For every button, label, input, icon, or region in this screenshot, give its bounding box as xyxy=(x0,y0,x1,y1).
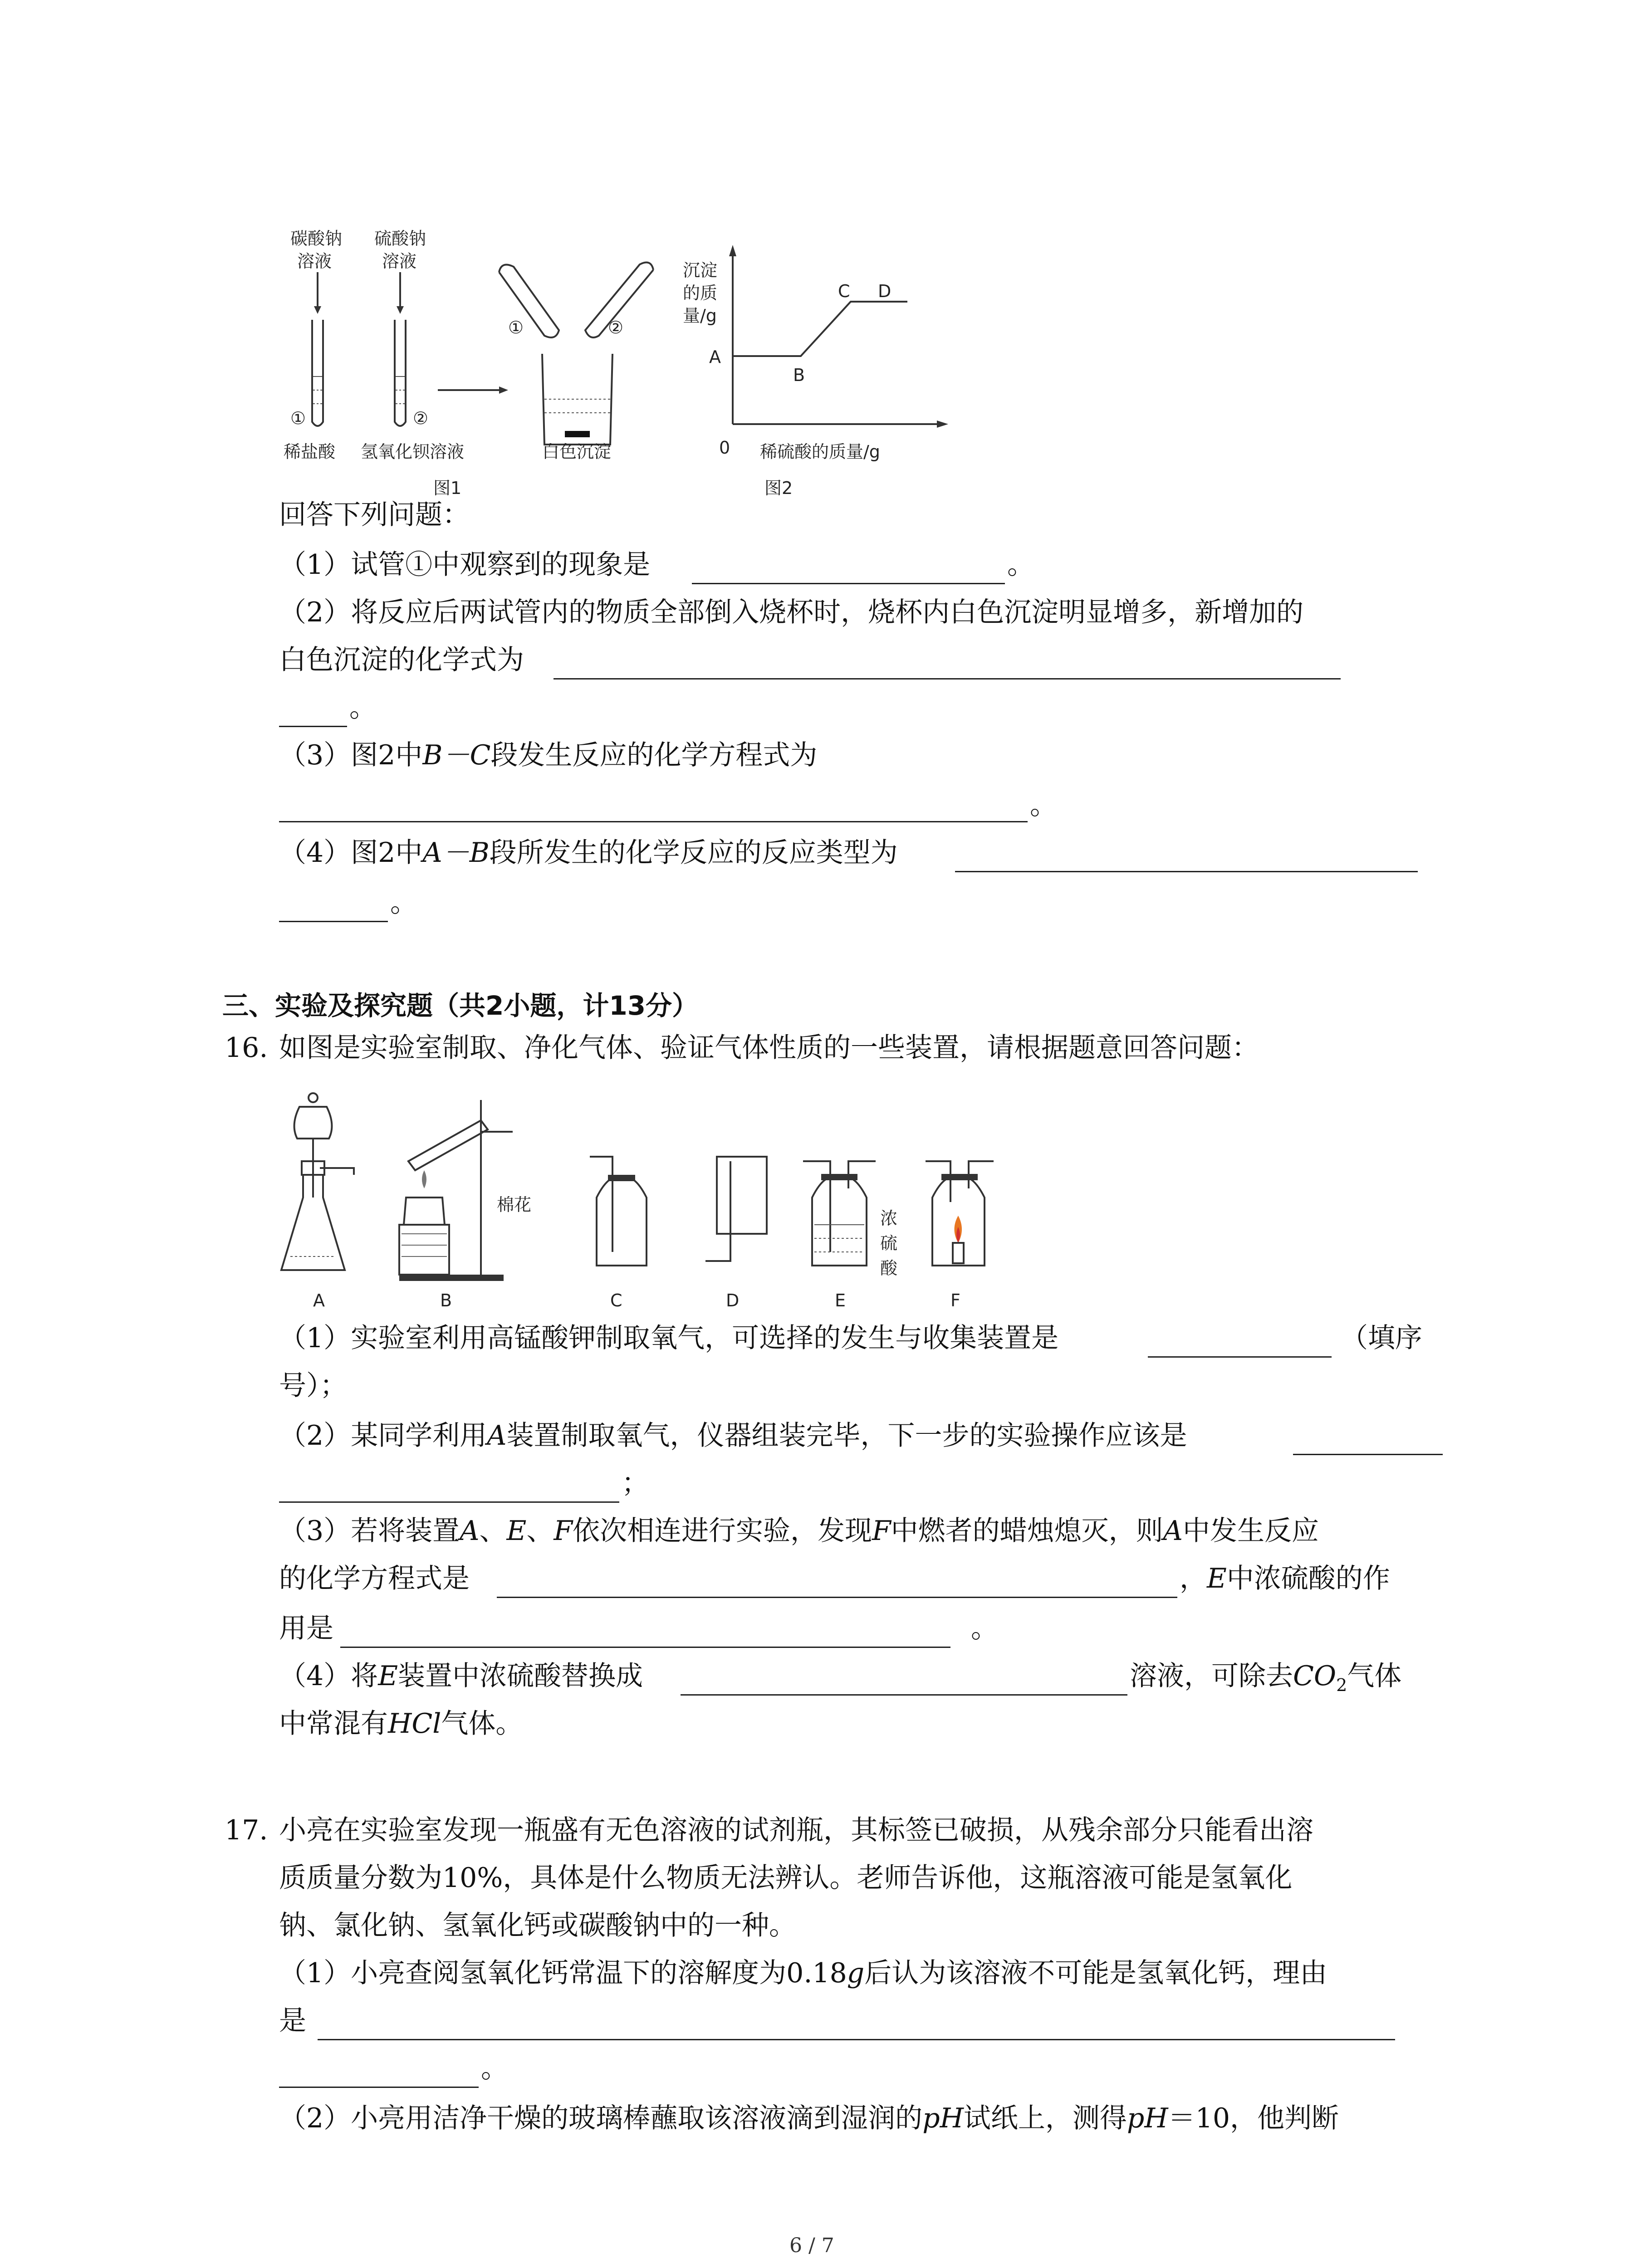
fig2-ylabel-2: 的质 xyxy=(683,283,718,303)
q17-p1-answer-blank[interactable] xyxy=(318,2039,1395,2040)
apparatus-f xyxy=(926,1161,994,1266)
q16-cotton-label: 棉花 xyxy=(497,1195,532,1215)
q16-p3-b: 依次相连进行实验，发现 xyxy=(572,1515,872,1547)
q17-line3: 钠、氯化钠、氢氧化钙或碳酸钠中的一种。 xyxy=(279,1910,796,1941)
q16-p4-line2-b: 气体。 xyxy=(441,1708,523,1740)
q15-p3-prefix: （3）图2中 xyxy=(279,739,423,771)
q16-p4-line2 xyxy=(279,1708,523,1740)
q17-p2-a: （2）小亮用洁净干燥的玻璃棒蘸取该溶液滴到湿润的 xyxy=(279,2102,923,2134)
q16-p4-prefix: （4）将 xyxy=(279,1660,378,1692)
fig2-ylabel-1: 沉淀 xyxy=(683,260,718,280)
q16-p4-answer-blank[interactable] xyxy=(681,1694,1127,1696)
apparatus-e xyxy=(803,1161,876,1266)
fig1-label-sodium-carbonate: 碳酸钠 xyxy=(290,229,343,249)
q15-p4-suffix: 段所发生的化学反应的反应类型为 xyxy=(489,837,898,869)
q16-p4-line2-a: 中常混有 xyxy=(279,1708,388,1740)
q16-acid-label-2: 硫 xyxy=(880,1233,898,1253)
fig1-tube1-content: 稀盐酸 xyxy=(284,442,336,462)
fig1-pour2-marker: ② xyxy=(608,318,624,337)
q16-p3-line3: 用是 xyxy=(279,1613,333,1644)
q15-p2-end: 。 xyxy=(349,692,377,723)
q16-intro: 如图是实验室制取、净化气体、验证气体性质的一些装置，请根据题意回答问题： xyxy=(279,1032,1259,1064)
q16-p4-co2-sub: 2 xyxy=(1336,1675,1347,1695)
q15-p4-var: A－B xyxy=(422,837,490,869)
fig1-pour1-marker: ① xyxy=(508,318,524,337)
q17-p1-a: （1）小亮查阅氢氧化钙常温下的溶解度为0.18 xyxy=(279,1957,847,1989)
q17-p2-c: ＝10，他判断 xyxy=(1168,2102,1339,2134)
q15-p1-text: （1）试管①中观察到的现象是 xyxy=(279,549,651,581)
q16-p4-line1-a xyxy=(279,1662,643,1690)
page-number: 6 / 7 xyxy=(789,2234,834,2257)
q17-p2-line xyxy=(279,2102,1339,2134)
q16-p3-a: （3）若将装置 xyxy=(279,1515,460,1547)
q16-p3-var5: A xyxy=(1163,1515,1183,1547)
q17-line2: 质质量分数为10%，具体是什么物质无法辨认。老师告诉他，这瓶溶液可能是氢氧化 xyxy=(279,1862,1293,1894)
q15-p2-line2: 白色沉淀的化学式为 xyxy=(279,644,524,676)
q17-p1-end: 。 xyxy=(481,2053,508,2084)
q16-p3-answer-blank-2[interactable] xyxy=(340,1647,950,1648)
q15-intro: 回答下列问题： xyxy=(279,499,470,531)
fig2-point-a: A xyxy=(709,347,721,367)
q16-p3-line2-tail xyxy=(1180,1565,1390,1592)
q15-p3-end: 。 xyxy=(1030,789,1057,821)
q17-p1-g: g xyxy=(847,1957,865,1989)
q16-p2-prefix: （2）某同学利用 xyxy=(279,1420,487,1452)
q16-acid-label-3: 酸 xyxy=(880,1258,898,1278)
q16-p3-line2-tail-text: 中浓硫酸的作 xyxy=(1226,1563,1390,1594)
q16-label-f: F xyxy=(950,1290,960,1310)
q16-p1-text: （1）实验室利用高锰酸钾制取氧气，可选择的发生与收集装置是 xyxy=(279,1322,1059,1354)
fig1-tube2-marker: ② xyxy=(413,408,429,428)
q16-p3-c: 中燃者的蜡烛熄灭，则 xyxy=(891,1515,1163,1547)
q16-p3-comma: ， xyxy=(1180,1563,1207,1594)
q16-p3-var2: E xyxy=(506,1515,527,1547)
q17-p2-ph2: pH xyxy=(1127,2102,1168,2134)
q17-p1-line2: 是 xyxy=(279,2005,306,2037)
q16-p4-tail2: 气体 xyxy=(1347,1660,1402,1692)
fig1-tube2-content: 氢氧化钡溶液 xyxy=(361,442,465,462)
fig1-label-sodium-sulfate: 硫酸钠 xyxy=(374,229,426,249)
q16-p3-line1 xyxy=(279,1517,1319,1545)
q16-p3-d: 中发生反应 xyxy=(1182,1515,1319,1547)
q16-p3-answer-blank-1[interactable] xyxy=(497,1597,1177,1598)
q16-p3-end: 。 xyxy=(971,1613,998,1644)
fig1-label-sodium-carbonate-2: 溶液 xyxy=(297,251,332,271)
q16-p3-var3: F xyxy=(554,1515,573,1547)
q15-p4-prefix: （4）图2中 xyxy=(279,837,423,869)
fig2-point-c: C xyxy=(838,281,850,301)
q16-label-e: E xyxy=(835,1290,846,1310)
q16-p4-var: E xyxy=(378,1660,398,1692)
q15-p2-line1: （2）将反应后两试管内的物质全部倒入烧杯时，烧杯内白色沉淀明显增多，新增加的 xyxy=(279,596,1304,628)
q16-label-b: B xyxy=(440,1290,452,1310)
q16-p4-mid: 装置中浓硫酸替换成 xyxy=(398,1660,643,1692)
fig2-ylabel-3: 量/g xyxy=(683,306,717,326)
q16-label-c: C xyxy=(610,1290,622,1310)
q16-p2-end: ； xyxy=(622,1467,649,1499)
q16-p2-var: A xyxy=(487,1420,507,1452)
q16-p4-tail1: 溶液，可除去 xyxy=(1130,1660,1293,1692)
fig2-point-b: B xyxy=(793,365,805,385)
q17-p1-b: 后认为该溶液不可能是氢氧化钙，理由 xyxy=(864,1957,1327,1989)
fig1-tube1-marker: ① xyxy=(290,408,306,428)
q16-p1-tail: （填序 xyxy=(1341,1322,1422,1354)
fig2-point-d: D xyxy=(878,281,892,301)
q15-p4-end: 。 xyxy=(390,887,417,919)
q16-p3-var6: E xyxy=(1207,1563,1227,1594)
q17-p1-answer-blank-cont[interactable] xyxy=(279,2087,479,2088)
q16-p3-var1: A xyxy=(460,1515,480,1547)
q17-line1: 小亮在实验室发现一瓶盛有无色溶液的试剂瓶，其标签已破损，从残余部分只能看出溶 xyxy=(279,1814,1313,1846)
q17-p1-line1 xyxy=(279,1957,1327,1989)
q16-p3-var4: F xyxy=(872,1515,891,1547)
fig1-beaker-content: 白色沉淀 xyxy=(542,442,612,462)
q17-number: 17. xyxy=(225,1814,268,1846)
q16-p2-answer-blank[interactable] xyxy=(1293,1454,1443,1455)
q16-label-d: D xyxy=(726,1290,740,1310)
q16-p1-line2: 号）； xyxy=(279,1370,347,1402)
q16-label-a: A xyxy=(313,1290,325,1310)
q16-p4-co2: CO xyxy=(1293,1660,1337,1692)
fig1-label-sodium-sulfate-2: 溶液 xyxy=(382,251,417,271)
apparatus-b xyxy=(399,1100,513,1281)
q17-p2-b: 试纸上，测得 xyxy=(963,2102,1127,2134)
q16-p4-hcl: HCl xyxy=(388,1708,441,1740)
q16-p2-line xyxy=(279,1420,1187,1452)
section-3-heading: 三、实验及探究题（共2小题，计13分） xyxy=(222,990,699,1021)
apparatus-a xyxy=(281,1093,354,1270)
q16-p4-line1-b xyxy=(1130,1662,1401,1694)
fig2-xlabel: 稀硫酸的质量/g xyxy=(760,442,880,462)
fig1-caption: 图1 xyxy=(433,478,462,498)
q17-p2-ph1: pH xyxy=(922,2102,964,2134)
q16-p2-suffix: 装置制取氧气，仪器组装完毕，下一步的实验操作应该是 xyxy=(506,1420,1187,1452)
q16-p2-answer-blank-cont[interactable] xyxy=(279,1501,619,1503)
apparatus-d xyxy=(705,1157,767,1261)
q15-p3-suffix: 段发生反应的化学方程式为 xyxy=(490,739,818,771)
apparatus-c xyxy=(590,1157,647,1266)
q16-p3-sep1: 、 xyxy=(479,1515,507,1547)
fig2-origin: 0 xyxy=(719,438,730,458)
q16-p1-answer-blank[interactable] xyxy=(1148,1356,1332,1358)
q16-acid-label-1: 浓 xyxy=(880,1208,898,1228)
q15-p1-end: 。 xyxy=(1007,549,1034,581)
q16-p3-sep2: 、 xyxy=(526,1515,554,1547)
fig2-caption: 图2 xyxy=(764,478,793,498)
q16-p3-line2: 的化学方程式是 xyxy=(279,1563,470,1594)
q15-p3-var: B－C xyxy=(422,739,491,771)
q16-apparatus-figure xyxy=(0,0,1089,1338)
q16-number: 16. xyxy=(225,1032,268,1064)
